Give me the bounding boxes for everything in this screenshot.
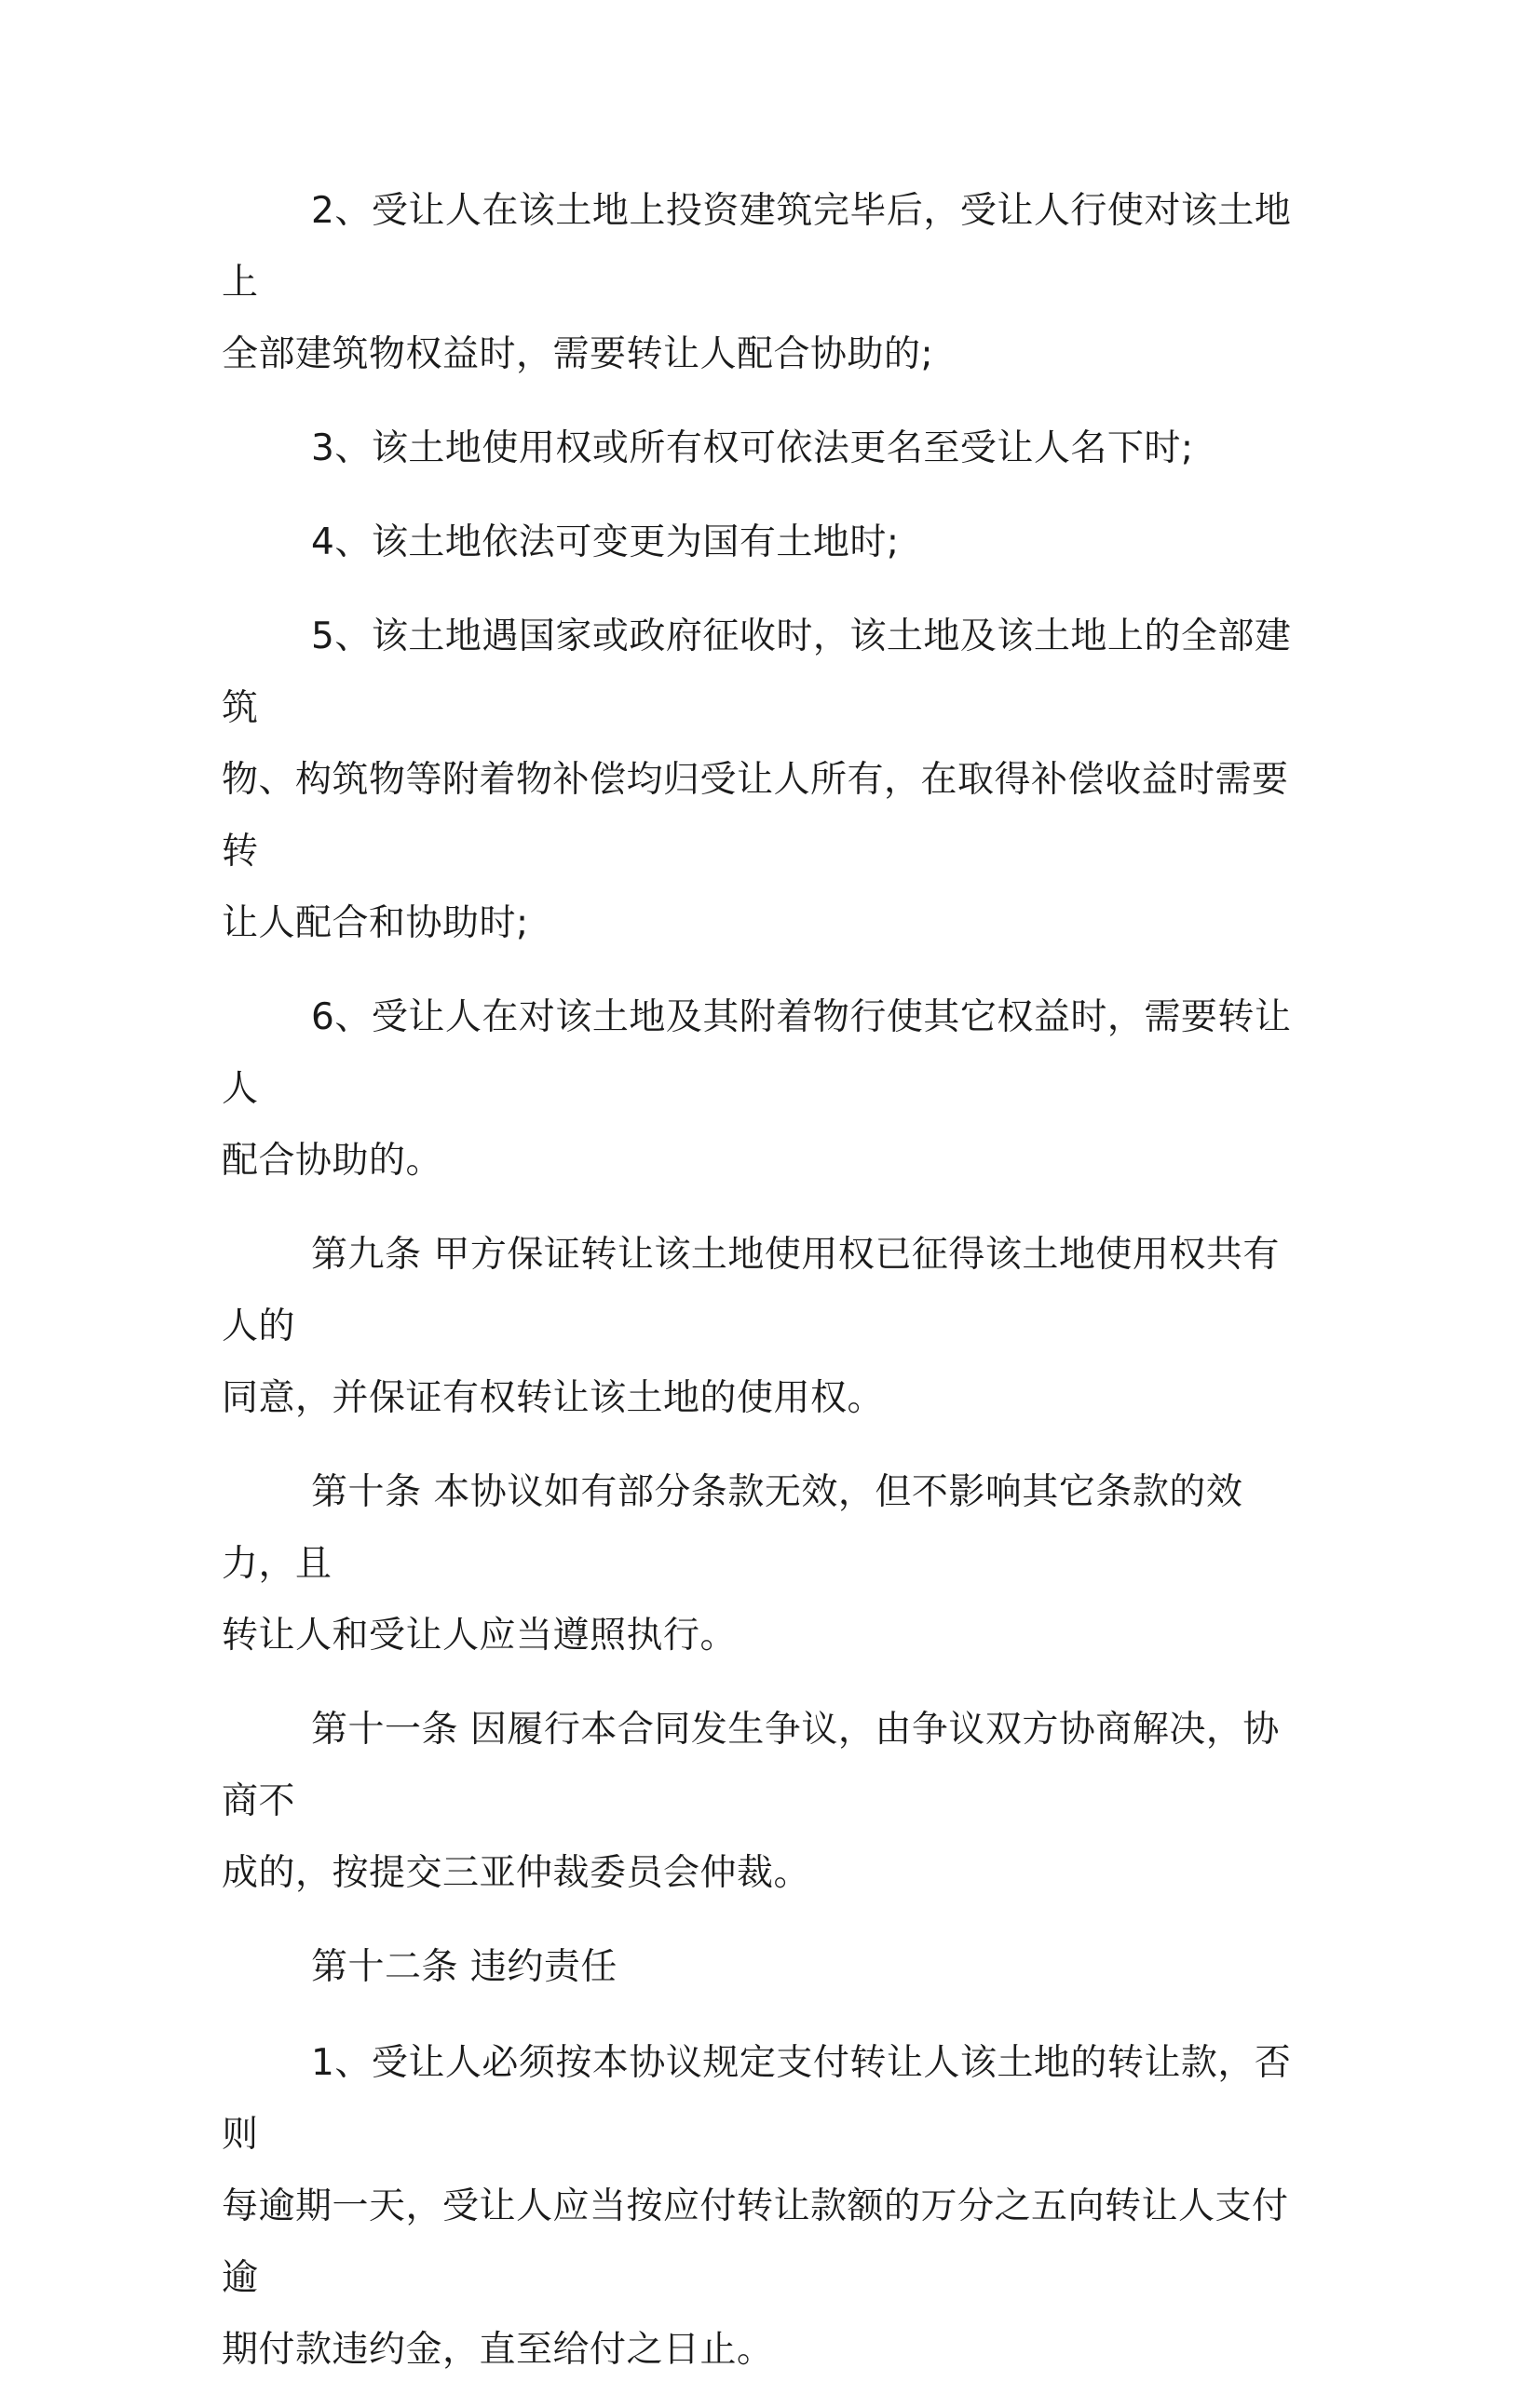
clause-item-5: 5、该土地遇国家或政府征收时，该土地及该土地上的全部建筑 物、构筑物等附着物补偿均归受让人所有，在取得补偿收益时需要转 让人配合和协助时; [222,616,1292,944]
article-11: 第十一条 因履行本合同发生争议，由争议双方协商解决，协商不 成的，按提交三亚仲裁委员会仲裁。 [222,1709,1280,1894]
clause-item-4: 4、该土地依法可变更为国有土地时; [311,521,900,563]
clause-item-2: 2、受让人在该土地上投资建筑完毕后，受让人行使对该土地上 全部建筑物权益时，需要转让人配合协助的; [222,190,1292,375]
article-9: 第九条 甲方保证转让该土地使用权已征得该土地使用权共有人的 同意，并保证有权转让该土地的使用权。 [222,1234,1280,1419]
article-12-item-1: 1、受让人必须按本协议规定支付转让人该土地的转让款，否则 每逾期一天，受让人应当按应付转让款额的万分之五向转让人支付逾 期付款违约金，直至给付之日止。 [222,2042,1292,2371]
article-12-heading: 第十二条 违约责任 [311,1946,618,1988]
clause-item-6: 6、受让人在对该土地及其附着物行使其它权益时，需要转让人 配合协助的。 [222,996,1292,1182]
document-body [222,175,1302,2408]
article-10: 第十条 本协议如有部分条款无效，但不影响其它条款的效力，且 转让人和受让人应当遵照执行。 [222,1471,1243,1657]
clause-item-3: 3、该土地使用权或所有权可依法更名至受让人名下时; [311,427,1194,469]
